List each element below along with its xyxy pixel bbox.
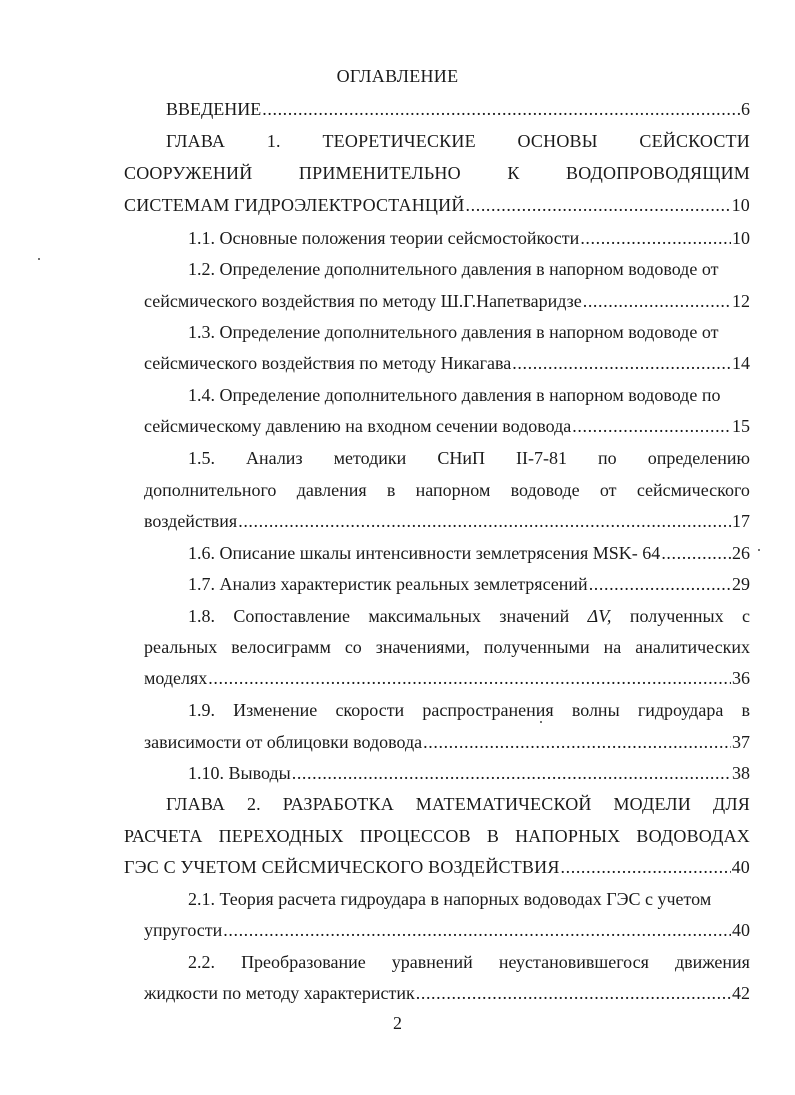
toc-entry-1-5-line-2 <box>144 479 750 501</box>
word: ГЛАВА <box>166 131 226 151</box>
toc-chapter-1-line-3 <box>124 194 750 216</box>
word: со <box>344 637 362 657</box>
word: значений <box>499 606 570 626</box>
word: реальных <box>144 637 218 657</box>
toc-entry-1-5-line-1 <box>188 447 750 469</box>
toc-entry-text: ВВЕДЕНИЕ <box>166 99 262 119</box>
toc-entry-text: воздействия <box>144 511 238 531</box>
word: ВОДОПРОВОДЯЩИМ <box>566 163 750 183</box>
word: 1.9. <box>188 700 215 720</box>
dot-leader <box>583 290 731 312</box>
toc-entry-1-2-line-2 <box>144 290 750 312</box>
toc-entry-1-8-line-3 <box>144 667 750 689</box>
word: гидроудара <box>637 700 724 720</box>
word: РАЗРАБОТКА <box>282 794 394 814</box>
toc-page-number: 15 <box>732 416 750 436</box>
toc-entry-text: ГЭС С УЧЕТОМ СЕЙСМИЧЕСКОГО ВОЗДЕЙСТВИЯ <box>124 857 560 877</box>
toc-chapter-1-line-1 <box>166 130 750 152</box>
toc-entry-1-8-line-1 <box>188 605 750 627</box>
word: неустановившегося <box>498 952 649 972</box>
word: СЕЙСКОСТИ <box>639 131 750 151</box>
word: полученными <box>483 637 590 657</box>
toc-entry-2-1-line-1: 2.1. Теория расчета гидроудара в напорных водоводах ГЭС с учетом <box>188 889 712 909</box>
word: 1. <box>266 131 281 151</box>
toc-page-number: 10 <box>731 195 750 215</box>
word: РАСЧЕТА <box>124 826 203 846</box>
scan-speck <box>540 721 542 723</box>
word: ГЛАВА <box>166 794 226 814</box>
toc-page-number: 40 <box>732 920 750 940</box>
toc-entry-2-2-line-1 <box>188 951 750 973</box>
word: ВОДОВОДАХ <box>636 826 750 846</box>
toc-entry-2-2-line-2 <box>144 982 750 1004</box>
toc-entry-1-7 <box>188 573 750 595</box>
toc-entry-text: сейсмического воздействия по методу Никагава <box>144 353 512 373</box>
word: максимальных <box>368 606 481 626</box>
word: К <box>507 163 520 183</box>
toc-entry-1-2-line-1: 1.2. Определение дополнительного давления в напорном водоводе от <box>188 259 719 279</box>
scan-speck <box>758 549 760 551</box>
word: ПРИМЕНИТЕЛЬНО <box>298 163 461 183</box>
toc-entry-1-9-line-2 <box>144 731 750 753</box>
word: Сопоставление <box>233 606 351 626</box>
toc-entry-text: жидкости по методу характеристик <box>144 983 415 1003</box>
word: значениями, <box>375 637 470 657</box>
toc-page-number: 42 <box>732 983 750 1003</box>
word: Анализ <box>246 448 303 468</box>
toc-chapter-2-line-1 <box>166 793 750 815</box>
toc-page-number: 12 <box>732 291 750 311</box>
dot-leader <box>223 919 731 941</box>
word: НАПОРНЫХ <box>515 826 621 846</box>
dot-leader <box>292 762 731 784</box>
word: методики <box>333 448 407 468</box>
toc-entry-1-6 <box>188 542 750 564</box>
dot-leader <box>423 731 731 753</box>
word: Изменение <box>233 700 318 720</box>
word: скорости <box>335 700 405 720</box>
word: 1.5. <box>188 448 215 468</box>
word: распространения <box>422 700 554 720</box>
toc-entry-text: сейсмическому давлению на входном сечении водовода <box>144 416 572 436</box>
word: уравнений <box>391 952 473 972</box>
toc-entry-text: моделях <box>144 668 208 688</box>
dot-leader <box>466 194 731 216</box>
dot-leader <box>661 542 731 564</box>
word: В <box>486 826 500 846</box>
word: на <box>603 637 622 657</box>
toc-page-number: 14 <box>732 353 750 373</box>
toc-page-number: 37 <box>732 732 750 752</box>
dot-leader <box>580 227 731 249</box>
word: ДЛЯ <box>712 794 750 814</box>
toc-page-number: 29 <box>732 574 750 594</box>
toc-entry-text: упругости <box>144 920 223 940</box>
toc-page-number: 10 <box>732 228 750 248</box>
toc-chapter-1-line-2 <box>124 162 750 184</box>
word: в <box>386 480 396 500</box>
toc-entry-1-4-line-2 <box>144 415 750 437</box>
toc-page-number: 6 <box>741 99 750 119</box>
toc-entry-text: 1.10. Выводы <box>188 763 291 783</box>
toc-entry-intro <box>166 98 750 120</box>
toc-entry-text: 1.7. Анализ характеристик реальных землетрясений <box>188 574 588 594</box>
word: 1.8. <box>188 606 215 626</box>
word: в <box>741 700 750 720</box>
dot-leader <box>208 667 731 689</box>
dot-leader <box>416 982 731 1004</box>
toc-entry-text: 1.1. Основные положения теории сейсмостойкости <box>188 228 580 248</box>
word: ПРОЦЕССОВ <box>359 826 471 846</box>
dot-leader <box>589 573 731 595</box>
dot-leader <box>262 98 740 120</box>
word: МОДЕЛИ <box>613 794 692 814</box>
word: с <box>741 606 750 626</box>
dot-leader <box>561 856 731 878</box>
toc-entry-text: сейсмического воздействия по методу Ш.Г.Напетваридзе <box>144 291 582 311</box>
toc-entry-1-5-line-3 <box>144 510 750 532</box>
word: водоводе <box>510 480 580 500</box>
toc-page-number: 26 <box>732 543 750 563</box>
word: II-7-81 <box>516 448 567 468</box>
delta-v-symbol: ΔV, <box>587 606 612 626</box>
scan-speck <box>38 258 40 260</box>
toc-chapter-2-line-3 <box>124 856 750 878</box>
word: ПЕРЕХОДНЫХ <box>218 826 344 846</box>
word: напорном <box>415 480 491 500</box>
toc-entry-text: 1.6. Описание шкалы интенсивности землетрясения MSK- 64 <box>188 543 661 563</box>
toc-entry-1-3-line-1: 1.3. Определение дополнительного давления в напорном водоводе от <box>188 322 719 342</box>
word: от <box>599 480 617 500</box>
toc-page-number: 38 <box>732 763 750 783</box>
word: аналитических <box>635 637 750 657</box>
word: ОСНОВЫ <box>517 131 598 151</box>
word: давления <box>296 480 367 500</box>
word: СООРУЖЕНИЙ <box>124 163 253 183</box>
page-title: ОГЛАВЛЕНИЕ <box>336 66 459 86</box>
toc-entry-2-1-line-2 <box>144 919 750 941</box>
word: СНиП <box>437 448 485 468</box>
word: 2. <box>246 794 261 814</box>
word: движения <box>674 952 750 972</box>
toc-page-number: 36 <box>732 668 750 688</box>
page-number: 2 <box>393 1013 402 1033</box>
toc-page-number: 17 <box>732 511 750 531</box>
word: МАТЕМАТИЧЕСКОЙ <box>415 794 592 814</box>
toc-entry-1-4-line-1: 1.4. Определение дополнительного давления в напорном водоводе по <box>188 385 721 405</box>
word: волны <box>571 700 620 720</box>
word: дополнительного <box>144 480 277 500</box>
dot-leader <box>238 510 731 532</box>
word: 2.2. <box>188 952 215 972</box>
toc-page-number: 40 <box>731 857 750 877</box>
word: определению <box>647 448 750 468</box>
toc-entry-1-1 <box>188 227 750 249</box>
toc-chapter-2-line-2 <box>124 825 750 847</box>
toc-entry-1-10 <box>188 762 750 784</box>
word: полученных <box>629 606 724 626</box>
word: по <box>598 448 617 468</box>
word: ТЕОРЕТИЧЕСКИЕ <box>322 131 476 151</box>
toc-entry-1-8-line-2 <box>144 636 750 658</box>
toc-entry-1-9-line-1 <box>188 699 750 721</box>
word: велосиграмм <box>231 637 331 657</box>
toc-entry-text: СИСТЕМАМ ГИДРОЭЛЕКТРОСТАНЦИЙ <box>124 195 465 215</box>
dot-leader <box>512 352 731 374</box>
word: сейсмического <box>636 480 750 500</box>
word: Преобразование <box>241 952 366 972</box>
toc-entry-text: зависимости от облицовки водовода <box>144 732 423 752</box>
toc-entry-1-3-line-2 <box>144 352 750 374</box>
dot-leader <box>572 415 731 437</box>
